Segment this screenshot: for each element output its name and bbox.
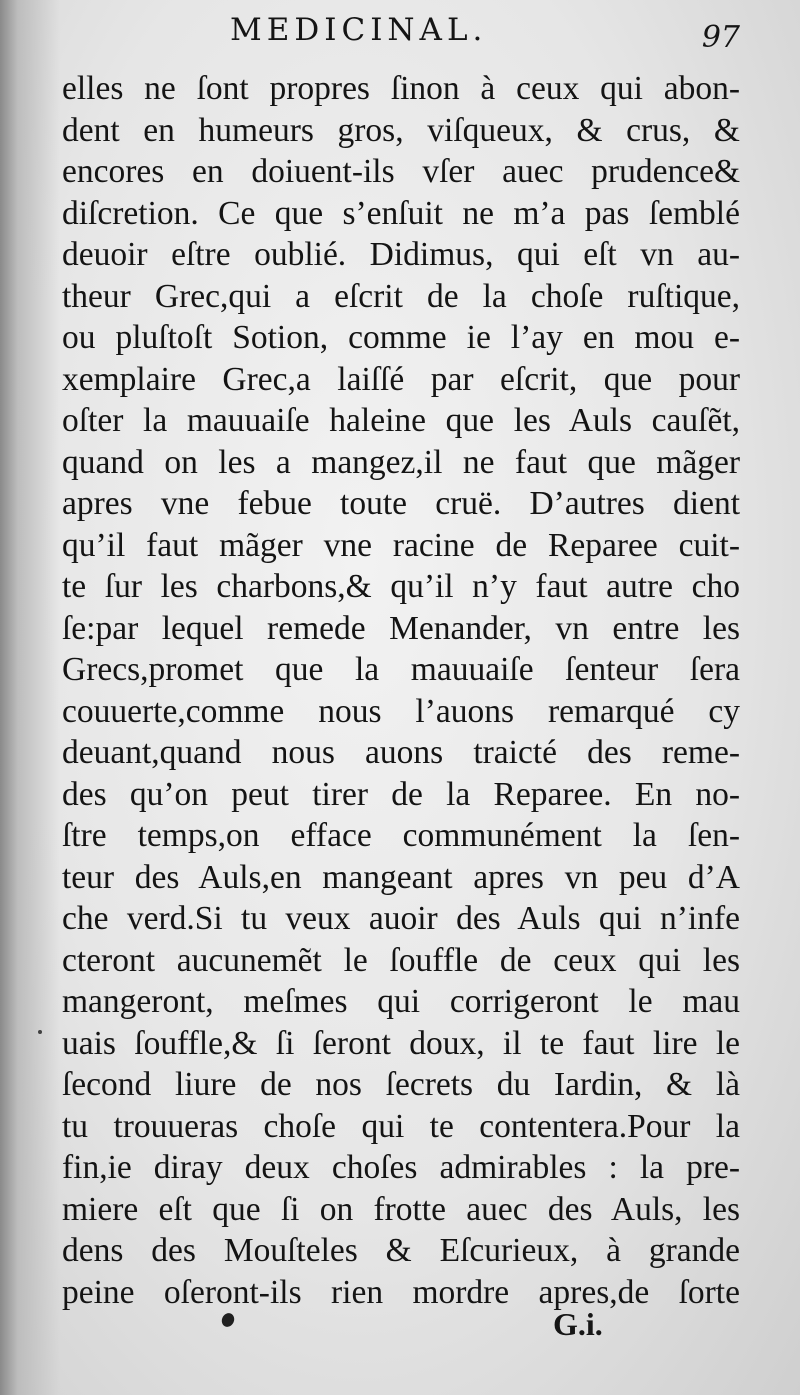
text-line: mangeront, meſmes qui corrigeront le mau (62, 983, 740, 1020)
text-line: quand on les a mangez,il ne faut que mãger (62, 443, 740, 481)
text-line: te ſur les charbons,& qu’il n’y faut autre cho (62, 568, 740, 605)
text-line: ſe:par lequel remede Menander, vn entre les (62, 609, 740, 647)
text-line: che verd.Si tu veux auoir des Auls qui n’infe (62, 900, 740, 937)
body-text (62, 68, 740, 1313)
gutter-shadow (0, 0, 60, 1395)
text-line: tu trouueras choſe qui te contentera.Pour la (62, 1107, 740, 1145)
text-line: apres vne febue toute cruë. D’autres dient (62, 485, 740, 522)
text-line: peine oſeront-ils rien mordre apres,de ſorte (62, 1273, 740, 1311)
text-line: des qu’on peut tirer de la Reparee. En no- (62, 775, 740, 813)
page-number: 97 (701, 20, 740, 55)
text-line: encores en doiuent-ils vſer auec prudence& (62, 153, 740, 190)
text-line: teur des Auls,en mangeant apres vn peu d’A (62, 858, 740, 896)
text-line: elles ne ſont propres ſinon à ceux qui abon- (62, 70, 740, 107)
text-line: Grecs,promet que la mauuaiſe ſenteur ſera (62, 651, 740, 688)
text-line: ſtre temps,on efface communément la ſen- (62, 817, 740, 854)
text-line: uais ſouffle,& ſi ſeront doux, il te faut lire le (62, 1024, 740, 1062)
text-line: deuoir eſtre oublié. Didimus, qui eſt vn au- (62, 236, 740, 273)
signature-mark: G.i. (553, 1306, 603, 1342)
text-line: fin,ie diray deux choſes admirables : la pre- (62, 1149, 740, 1186)
text-line: miere eſt que ſi on frotte auec des Auls, les (62, 1190, 740, 1228)
text-line: xemplaire Grec,a laiſſé par eſcrit, que pour (62, 360, 740, 398)
text-line: cteront aucunemẽt le ſouffle de ceux qui les (62, 941, 740, 979)
text-line: dens des Mouſteles & Eſcurieux, à grande (62, 1232, 740, 1269)
text-line: ou pluſtoſt Sotion, comme ie l’ay en mou e- (62, 319, 740, 356)
text-line: oſter la mauuaiſe haleine que les Auls cauſẽt, (62, 402, 740, 439)
margin-dot (38, 1030, 42, 1034)
ink-blot (220, 1311, 237, 1329)
text-line: diſcretion. Ce que s’enſuit ne m’a pas ſemblé (62, 194, 740, 232)
text-line: qu’il faut mãger vne racine de Reparee cuit- (62, 526, 740, 564)
text-line: deuant,quand nous auons traicté des reme- (62, 734, 740, 771)
text-line: ſecond liure de nos ſecrets du Iardin, & là (62, 1066, 740, 1103)
text-line: theur Grec,qui a eſcrit de la choſe ruſtique, (62, 277, 740, 315)
text-line: couuerte,comme nous l’auons remarqué cy (62, 692, 740, 730)
running-head: MEDICINAL. (230, 12, 488, 48)
text-line: dent en humeurs gros, viſqueux, & crus, & (62, 111, 740, 149)
page-header (60, 12, 740, 62)
